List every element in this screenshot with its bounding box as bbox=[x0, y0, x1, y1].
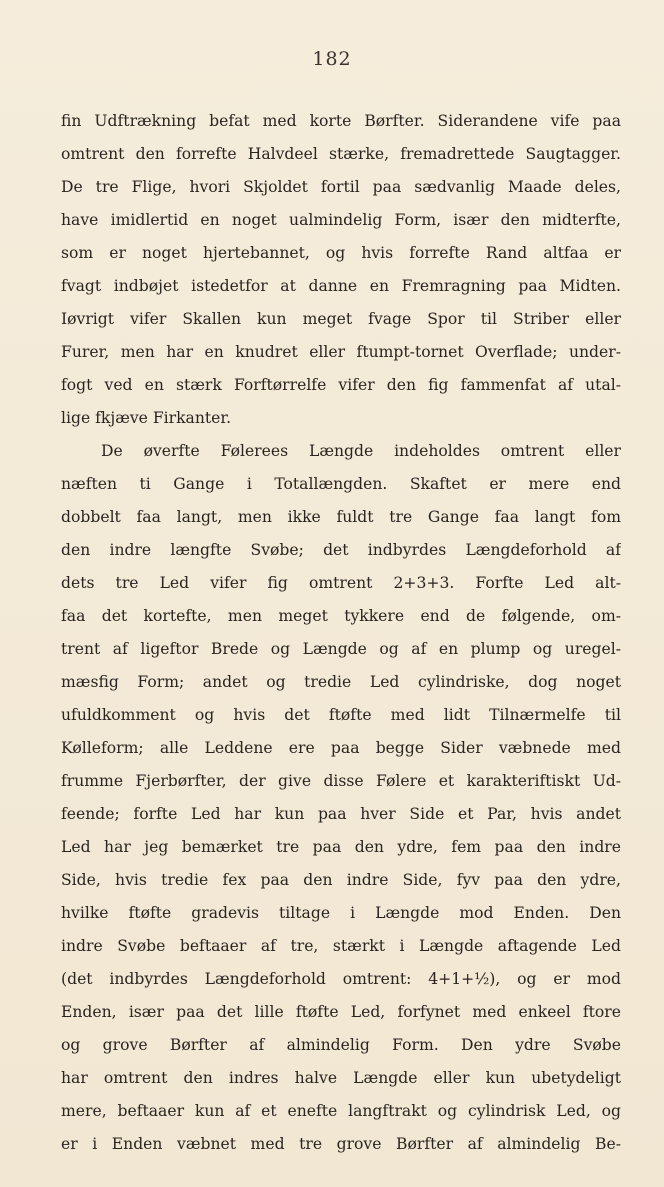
text-line: den indre længfte Svøbe; det indbyrdes Længdeforhold af bbox=[61, 541, 621, 559]
text-line: næften ti Gange i Totallængden. Skaftet er mere end bbox=[61, 475, 621, 493]
text-line: Side, hvis tredie fex paa den indre Side, fyv paa den ydre, bbox=[61, 871, 621, 889]
body-text bbox=[61, 105, 621, 1161]
text-line: og grove Børfter af almindelig Form. Den ydre Svøbe bbox=[61, 1036, 621, 1054]
text-line: Iøvrigt vifer Skallen kun meget fvage Spor til Striber eller bbox=[61, 310, 621, 328]
text-line: fogt ved en stærk Forftørrelfe vifer den fig fammenfat af utal- bbox=[61, 376, 621, 394]
text-line: Kølleform; alle Leddene ere paa begge Sider væbnede med bbox=[61, 739, 621, 757]
text-line: mæsfig Form; andet og tredie Led cylindriske, dog noget bbox=[61, 673, 621, 691]
text-line: faa det kortefte, men meget tykkere end de følgende, om- bbox=[61, 607, 621, 625]
text-line: Enden, især paa det lille ftøfte Led, forfynet med enkeel ftore bbox=[61, 1003, 621, 1021]
text-line: trent af ligeftor Brede og Længde og af en plump og uregel- bbox=[61, 640, 621, 658]
text-line: har omtrent den indres halve Længde eller kun ubetydeligt bbox=[61, 1069, 621, 1087]
text-line: indre Svøbe beftaaer af tre, stærkt i Længde aftagende Led bbox=[61, 937, 621, 955]
text-line: Furer, men har en knudret eller ftumpt-tornet Overflade; under- bbox=[61, 343, 621, 361]
text-line: dobbelt faa langt, men ikke fuldt tre Gange faa langt fom bbox=[61, 508, 621, 526]
text-line: mere, beftaaer kun af et enefte langftrakt og cylindrisk Led, og bbox=[61, 1102, 621, 1120]
text-line: fvagt indbøjet istedetfor at danne en Fremragning paa Midten. bbox=[61, 277, 621, 295]
text-line: som er noget hjertebannet, og hvis forrefte Rand altfaa er bbox=[61, 244, 621, 262]
text-line: (det indbyrdes Længdeforhold omtrent: 4+1+½), og er mod bbox=[61, 970, 621, 988]
text-line: De øverfte Følerees Længde indeholdes omtrent eller bbox=[101, 442, 621, 460]
text-line: ufuldkomment og hvis det ftøfte med lidt Tilnærmelfe til bbox=[61, 706, 621, 724]
text-line: er i Enden væbnet med tre grove Børfter af almindelig Be- bbox=[61, 1135, 621, 1153]
text-line: omtrent den forrefte Halvdeel stærke, fremadrettede Saugtagger. bbox=[61, 145, 621, 163]
text-line: lige fkjæve Firkanter. bbox=[61, 409, 232, 427]
text-line: De tre Flige, hvori Skjoldet fortil paa sædvanlig Maade deles, bbox=[61, 178, 621, 196]
text-line: have imidlertid en noget ualmindelig Form, især den midterfte, bbox=[61, 211, 621, 229]
text-line: frumme Fjerbørfter, der give disse Følere et karakteriftiskt Ud- bbox=[61, 772, 621, 790]
text-line: hvilke ftøfte gradevis tiltage i Længde mod Enden. Den bbox=[61, 904, 621, 922]
text-line: feende; forfte Led har kun paa hver Side et Par, hvis andet bbox=[61, 805, 621, 823]
text-line: fin Udftrækning befat med korte Børfter. Siderandene vife paa bbox=[61, 112, 621, 130]
page-number: 182 bbox=[312, 48, 352, 70]
text-line: dets tre Led vifer fig omtrent 2+3+3. Forfte Led alt- bbox=[61, 574, 621, 592]
text-line: Led har jeg bemærket tre paa den ydre, fem paa den indre bbox=[61, 838, 621, 856]
